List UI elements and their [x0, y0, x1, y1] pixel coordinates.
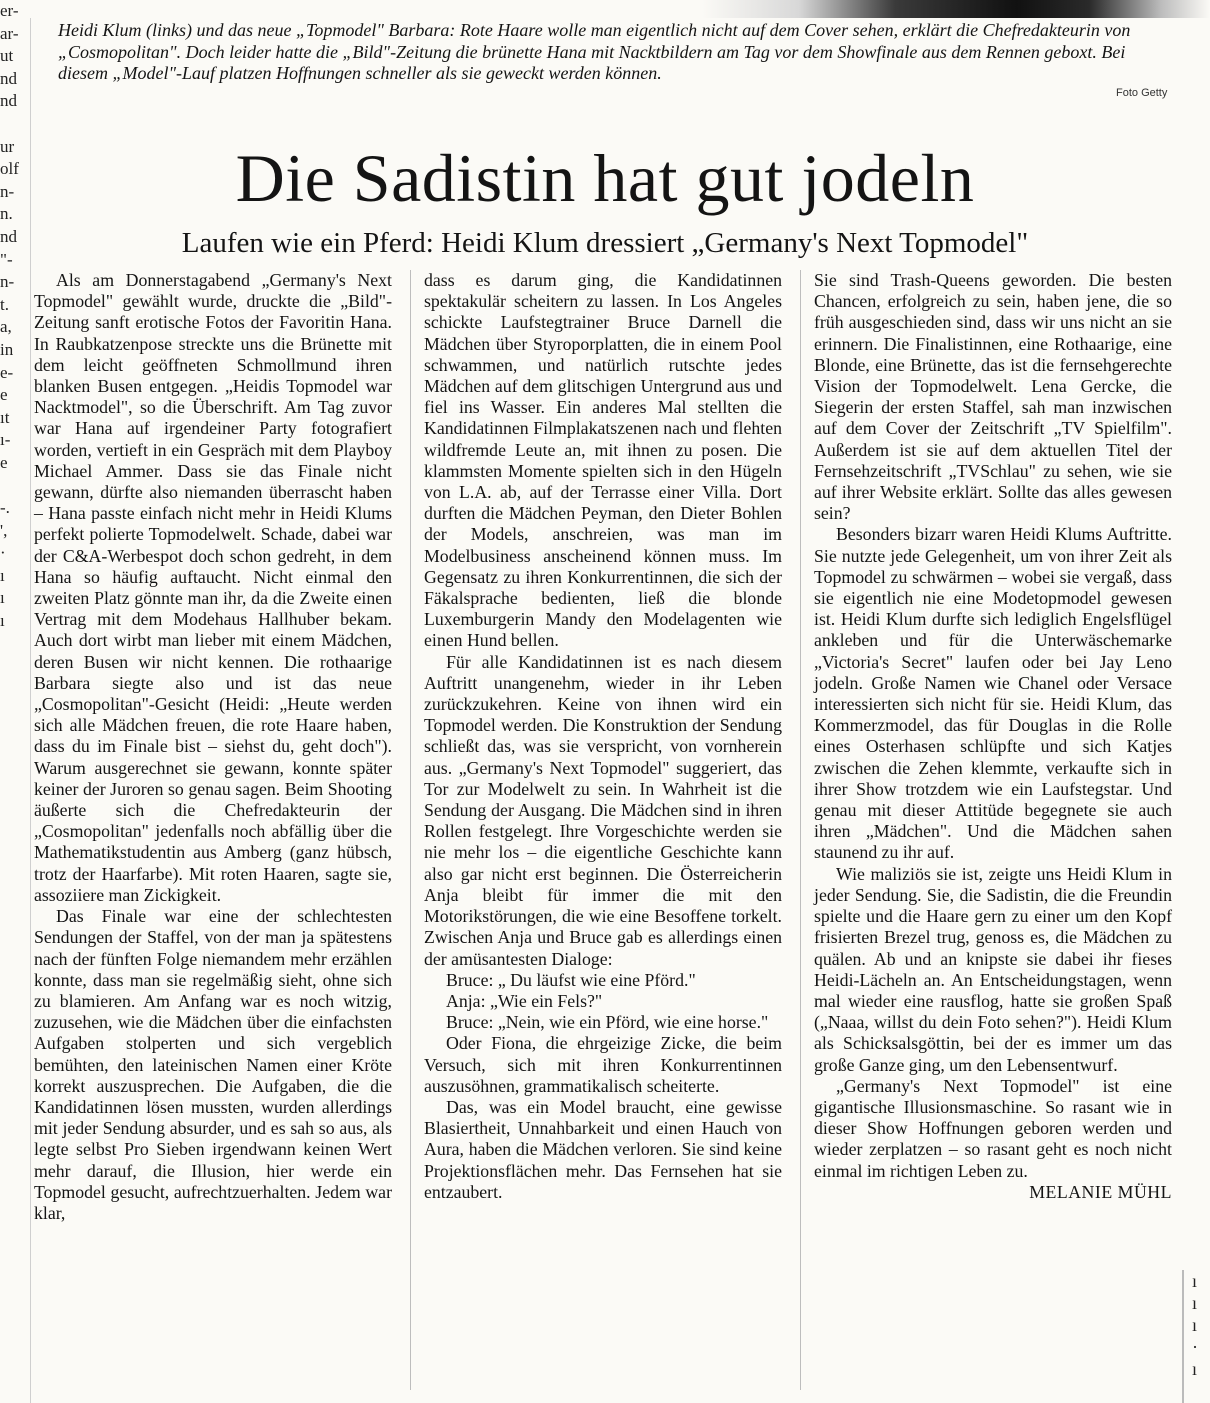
- dialogue-line: Anja: „Wie ein Fels?": [446, 990, 603, 1011]
- paragraph: Sie sind Trash-Queens geworden. Die besten Chancen, erfolgreich zu sein, haben jene, die so früh ausgeschieden sind, dass wir uns nicht an sie erinnern. Die Finalistinnen, eine Rothaarige, eine Blonde, eine Brünette, das ist die fernsehgerechte Vision der Topmodelwelt. Lena Gercke, die Siegerin der ersten Staffel, sah man inzwischen auf dem Cover der Zeitschrift „TV Spielfilm". Außerdem ist sie auf dem aktuellen Titel der Fernsehzeitschrift „TVSchlau" zu sehen, wie sie auf ihrer Website erklärt. Sollte das alles gewesen sein?: [814, 270, 1172, 524]
- dialogue-line: Bruce: „Nein, wie ein Pförd, wie eine horse.": [446, 1012, 769, 1033]
- article-column-2: [424, 270, 782, 1203]
- margin-fragment: er-: [0, 1, 19, 20]
- margin-fragment: ı: [1192, 1293, 1198, 1313]
- margin-fragment: in: [0, 339, 14, 359]
- paragraph: Das, was ein Model braucht, eine gewisse Blasiertheit, Unnahbarkeit und einen Hauch von Aura, haben die Mädchen verloren. Sie sind keine Projektionsflächen mehr. Das Fernsehen hat sie entzaubert.: [424, 1096, 782, 1202]
- paragraph: Für alle Kandidatinnen ist es nach diesem Auftritt unangenehm, wieder in ihr Leben zurückzukehren. Keine von ihnen wird ein Topmodel werden. Die Konstruktion der Sendung schließt das, was sie verspricht, von vornherein aus. „Germany's Next Topmodel" suggeriert, das Tor zur Modelwelt zu sein. In Wahrheit ist die Sendung der Ausgang. Die Mädchen sind in ihren Rollen festgelegt. Ihre Vorgeschichte werden sie nie mehr los – die eigentliche Geschichte kann also gar nicht erst beginnen. Die Österreicherin Anja bleibt für immer die mit den Motorikstörungen, die wie eine Besoffene torkelt. Zwischen Anja und Bruce gab es allerdings einen der amüsantesten Dialoge:: [424, 651, 782, 969]
- adjacent-article-fragments: [0, 0, 24, 700]
- margin-fragment: e: [0, 452, 8, 472]
- margin-fragment: n-: [0, 272, 15, 292]
- margin-fragment: nd: [0, 68, 17, 88]
- paragraph: dass es darum ging, die Kandidatinnen spektakulär scheitern zu lassen. In Los Angeles schickte Laufstegtrainer Bruce Darnell die Mädchen über Styroporplatten, die in einem Pool schwammen, und natürlich rutschte jedes Mädchen auf dem glitschigen Untergrund aus und fiel ins Wasser. Ein anderes Mal stellten die Kandidatinnen Filmplakatszenen nach und flehten wildfremde Leute an, mit ihnen zu posen. Die klammsten Momente spielten sich in den Hügeln von L.A. ab, auf der Terrasse einer Villa. Dort durften die Mädchen Peyman, den Dieter Bohlen der Models, anschreien, was man im Modelbusiness anscheinend können muss. Im Gegensatz zu ihren Konkurrentinnen, die sich der Fäkalsprache bedienten, ließ die blonde Luxemburgerin Mandy den Modelagenten wie einen Hund bellen.: [424, 270, 782, 651]
- paragraph: Wie maliziös sie ist, zeigte uns Heidi Klum in jeder Sendung. Sie, die Sadistin, die die Freundin spielte und die Haare gern zu einer um den Kopf frisierten Brezel trug, genoss es, die Mädchen zu quälen. Ab und an knipste sie dabei ihr fieses Heidi-Lächeln an. An Entscheidungstagen, wenn mal wieder eine rausflog, hatte sie großen Spaß („Naaa, willst du dein Foto sehen?"). Heidi Klum als Schicksalsgöttin, bei der es immer um das große Ganze ging, um den Lebensentwurf.: [814, 863, 1172, 1075]
- margin-fragment: [0, 474, 24, 497]
- margin-fragment: ı: [1192, 1271, 1198, 1291]
- author-byline: MELANIE MÜHL: [1029, 1181, 1172, 1202]
- margin-fragment: ·: [1192, 1337, 1198, 1357]
- photo-credit: Foto Getty: [1116, 87, 1168, 99]
- margin-fragment: ı: [1192, 1315, 1198, 1335]
- margin-fragment: ut: [0, 46, 14, 66]
- margin-fragment: -.: [0, 498, 10, 518]
- article-column-3: [814, 270, 1172, 1203]
- margin-fragment: ',: [0, 520, 8, 540]
- article-subheadline: Laufen wie ein Pferd: Heidi Klum dressiert „Germany's Next Topmodel": [181, 227, 1029, 259]
- margin-fragment: ı: [0, 588, 5, 608]
- margin-fragment: ur: [0, 136, 15, 156]
- margin-fragment: nd: [0, 91, 17, 111]
- paragraph-text: „Germany's Next Topmodel" ist eine gigantische Illusionsmaschine. So rasant wie in dieser Show Hoffnungen geboren werden und wieder zerplatzen – so rasant geht es noch nicht einmal im richtigen Leben zu.: [814, 1075, 1172, 1181]
- paragraph: Oder Fiona, die ehrgeizige Zicke, die beim Versuch, sich mit ihren Konkurrentinnen auszusöhnen, grammatikalisch scheiterte.: [424, 1033, 782, 1096]
- paragraph: [814, 1075, 1172, 1202]
- column-rule: [410, 270, 411, 1390]
- margin-fragment: n-: [0, 181, 15, 201]
- margin-fragment: ı: [0, 565, 5, 585]
- margin-fragment: t.: [0, 294, 9, 314]
- margin-fragment: ar-: [0, 23, 19, 43]
- article-headline: Die Sadistin hat gut jodeln: [235, 140, 975, 216]
- adjacent-article-fragments-right: [1192, 1270, 1198, 1380]
- paragraph: Als am Donnerstagabend „Germany's Next Topmodel" gewählt wurde, druckte die „Bild"-Zeitung sanft erotische Fotos der Favoritin Hana. In Raubkatzenpose streckte uns die Brünette mit dem leicht geöffneten Schmollmund ihren blanken Busen entgegen. „Heidis Topmodel war Nacktmodel", so die Überschrift. Am Tag zuvor war Hana auf irgendeiner Party fotografiert worden, vertieft in ein Gespräch mit dem Playboy Michael Ammer. Dass sie das Finale nicht gewann, dürfte also niemanden überrascht haben – Hana passte einfach nicht mehr in Heidi Klums perfekt polierte Topmodelwelt. Schade, dabei war der C&A-Werbespot doch schon gedreht, in dem Hana so häufig auftaucht. Nicht einmal den zweiten Platz gönnte man ihr, da die Zweite einen Vertrag mit dem Modehaus Hallhuber bekam. Auch dort wirbt man lieber mit einem Mädchen, deren Busen wir nicht kennen. Die rothaarige Barbara siegte also und ist das neue „Cosmopolitan"-Gesicht (Heidi: „Heute werden sich alle Mädchen freuen, die rote Haare haben, dass du im Finale bist – siehst du, geht doch"). Warum ausgerechnet sie gewann, konnte später keiner der Juroren so genau sagen. Beim Shooting äußerte sich die Chefredakteurin der „Cosmopolitan" jedenfalls noch abfällig über die Mathematikstudentin aus Amberg (ganz hübsch, trotz der Haarfarbe). Mit roten Haaren, sagte sie, assoziiere man Zickigkeit.: [34, 270, 392, 905]
- photo-edge: [0, 0, 1210, 18]
- margin-fragment: e-: [0, 362, 14, 382]
- article-column-1: [34, 270, 392, 1224]
- margin-fragment: olf: [0, 159, 19, 179]
- margin-fragment: ı: [0, 611, 5, 631]
- paragraph: Besonders bizarr waren Heidi Klums Auftritte. Sie nutzte jede Gelegenheit, um von ihrer Zeit als Topmodel zu schwärmen – wobei sie vergaß, dass sie eigentlich nie eine Modetopmodel gewesen ist. Heidi Klum durfte sich lediglich Engelsflügel ankleben und für die Unterwäschemarke „Victoria's Secret" laufen oder bei Jay Leno jodeln. Große Namen wie Chanel oder Versace interessierten sich nicht für sie. Heidi Klum, das Kommerzmodel, das für Douglas in die Rolle eines Osterhasen schlüpfte und sich Katjes zwischen die Zehen klemmte, verkaufte sich in ihrer Show trotzdem wie ein Laufstegstar. Und genau mit dieser Attitüde begegnete sie auch ihren „Mädchen". Und die Mädchen sahen staunend zu ihr auf.: [814, 524, 1172, 863]
- photo-caption: Heidi Klum (links) und das neue „Topmodel" Barbara: Rote Haare wolle man eigentlich nicht auf dem Cover sehen, erklärt die Chefredakteurin von „Cosmopolitan". Doch leider hatte die „Bild"-Zeitung die brünette Hana mit Nacktbildern am Tag vor dem Showfinale aus dem Rennen geboxt. Bei diesem „Model"-Lauf platzen Hoffnungen schneller als sie geweckt werden können.: [58, 20, 1131, 83]
- margin-fragment: ·: [0, 543, 6, 563]
- margin-fragment: ıt: [0, 407, 10, 427]
- margin-fragment: e: [0, 385, 8, 405]
- margin-rule-right: [1182, 1270, 1184, 1403]
- margin-fragment: [0, 113, 24, 136]
- column-rule: [800, 270, 801, 1390]
- margin-fragment: ı-: [0, 430, 11, 450]
- margin-fragment: a,: [0, 317, 12, 337]
- margin-fragment: ı: [1192, 1359, 1198, 1379]
- margin-fragment: "-: [0, 249, 13, 269]
- dialogue-line: Bruce: „ Du läufst wie eine Pförd.": [446, 969, 696, 990]
- margin-fragment: nd: [0, 226, 17, 246]
- margin-fragment: n.: [0, 204, 13, 224]
- paragraph: Das Finale war eine der schlechtesten Sendungen der Staffel, von der man ja spätestens nach der fünften Folge niemandem mehr erzählen konnte, dass man sie regelmäßig sieht, ohne sich zu blamieren. Am Anfang war es noch witzig, zuzusehen, wie die Mädchen über die einfachsten Aufgaben stolperten und sich vergeblich bemühten, den lateinischen Namen einer Kröte korrekt auszusprechen. Die Aufgaben, die die Kandidatinnen lösen mussten, wurden allerdings mit jeder Sendung absurder, und es sah so aus, als legte selbst Pro Sieben irgendwann keinen Wert mehr darauf, die Illusion, hier werde ein Topmodel gesucht, aufrechtzuerhalten. Jedem war klar,: [34, 906, 392, 1223]
